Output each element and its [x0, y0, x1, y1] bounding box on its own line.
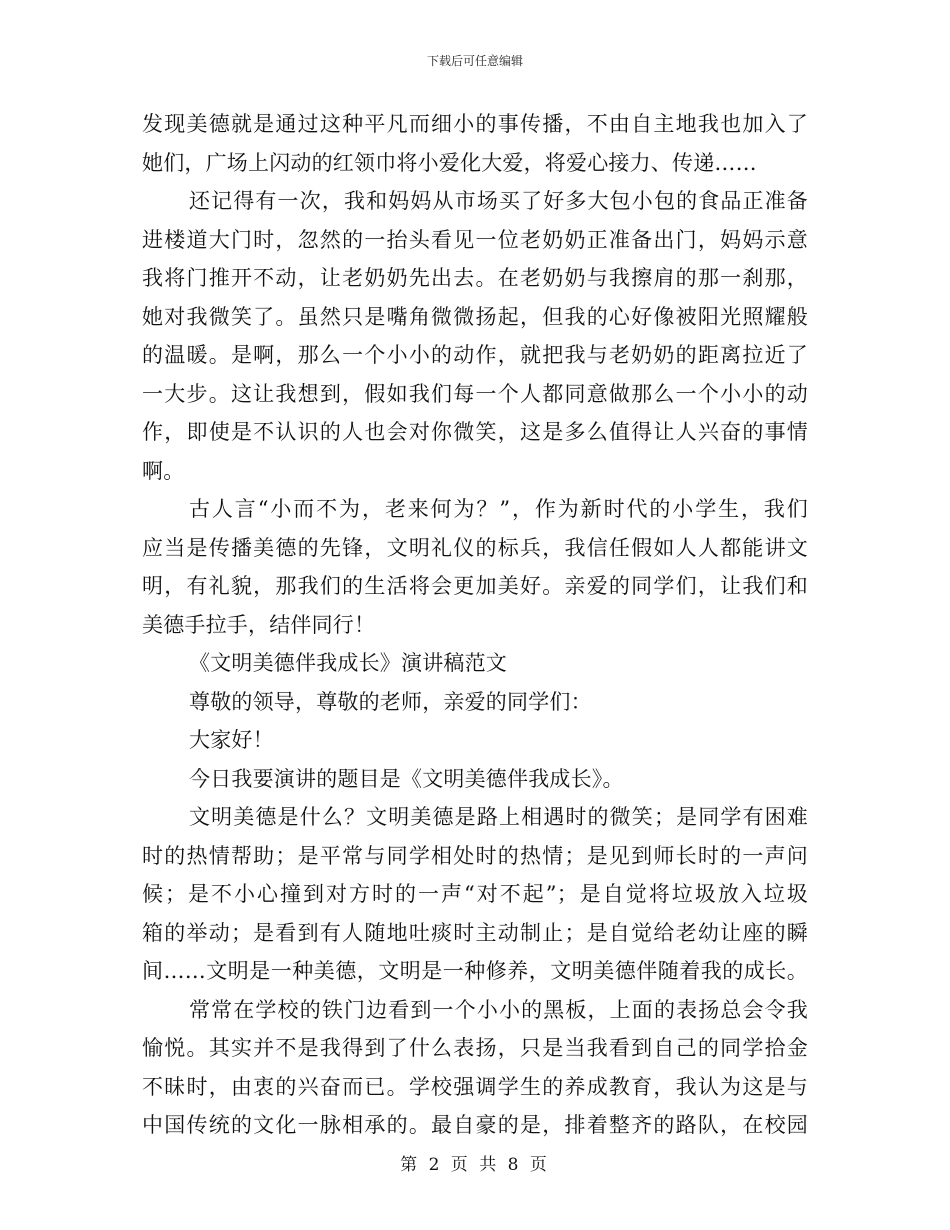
text-line: 进楼道大门时，忽然的一抬头看见一位老奶奶正准备出门，妈妈示意	[142, 227, 808, 252]
text-line: 应当是传播美德的先锋，文明礼仪的标兵，我信任假如人人都能讲文	[142, 535, 808, 560]
text-line: 箱的举动；是看到有人随地吐痰时主动制止；是自觉给老幼让座的瞬	[142, 920, 808, 945]
text-line: 发现美德就是通过这种平凡而细小的事传播，不由自主地我也加入了	[142, 112, 808, 136]
text-line: 她们，广场上闪动的红领巾将小爱化大爱，将爱心接力、传递……	[142, 150, 757, 175]
text-line: 今日我要演讲的题目是《文明美德伴我成长》。	[189, 766, 624, 791]
text-line: 候；是不小心撞到对方时的一声“对不起”；是自觉将垃圾放入垃圾	[142, 882, 808, 906]
document-body	[142, 105, 808, 1145]
text-line: 一大步。这让我想到，假如我们每一个人都同意做那么一个小小的动	[142, 381, 808, 406]
page-header-note: 下载后可任意编辑	[426, 54, 523, 68]
text-line: 还记得有一次，我和妈妈从市场买了好多大包小包的食品正准备	[189, 189, 808, 213]
text-line: 愉悦。其实并不是我得到了什么表扬，只是当我看到自己的同学拾金	[142, 1036, 808, 1060]
text-line: 她对我微笑了。虽然只是嘴角微微扬起，但我的心好像被阳光照耀般	[142, 304, 808, 329]
text-line: 时的热情帮助；是平常与同学相处时的热情；是见到师长时的一声问	[142, 843, 808, 868]
text-line: 明，有礼貌，那我们的生活将会更加美好。亲爱的同学们，让我们和	[142, 574, 808, 598]
text-line: 常常在学校的铁门边看到一个小小的黑板，上面的表扬总会令我	[189, 997, 808, 1022]
greeting-line: 大家好！	[189, 728, 274, 752]
text-line: 我将门推开不动，让老奶奶先出去。在老奶奶与我擦肩的那一刹那，	[142, 266, 808, 290]
salutation-line: 尊敬的领导，尊敬的老师，亲爱的同学们：	[189, 689, 592, 714]
text-line: 不昧时，由衷的兴奋而已。学校强调学生的养成教育，我认为这是与	[142, 1074, 808, 1099]
text-line: 中国传统的文化一脉相承的。最自豪的是，排着整齐的路队，在校园	[142, 1113, 808, 1137]
speech-title: 《文明美德伴我成长》演讲稿范文	[189, 651, 507, 675]
page-number: 第 2 页 共 8 页	[400, 1155, 550, 1175]
text-line: 间……文明是一种美德，文明是一种修养，文明美德伴随着我的成长。	[142, 959, 808, 983]
text-line: 的温暖。是啊，那么一个小小的动作，就把我与老奶奶的距离拉近了	[142, 343, 808, 367]
text-line: 古人言“小而不为，老来何为？”，作为新时代的小学生，我们	[189, 497, 808, 521]
text-line: 啊。	[142, 458, 185, 483]
text-line: 作，即使是不认识的人也会对你微笑，这是多么值得让人兴奋的事情	[142, 420, 808, 444]
text-line: 文明美德是什么？文明美德是路上相遇时的微笑；是同学有困难	[189, 805, 808, 829]
text-line: 美德手拉手，结伴同行！	[142, 612, 376, 637]
